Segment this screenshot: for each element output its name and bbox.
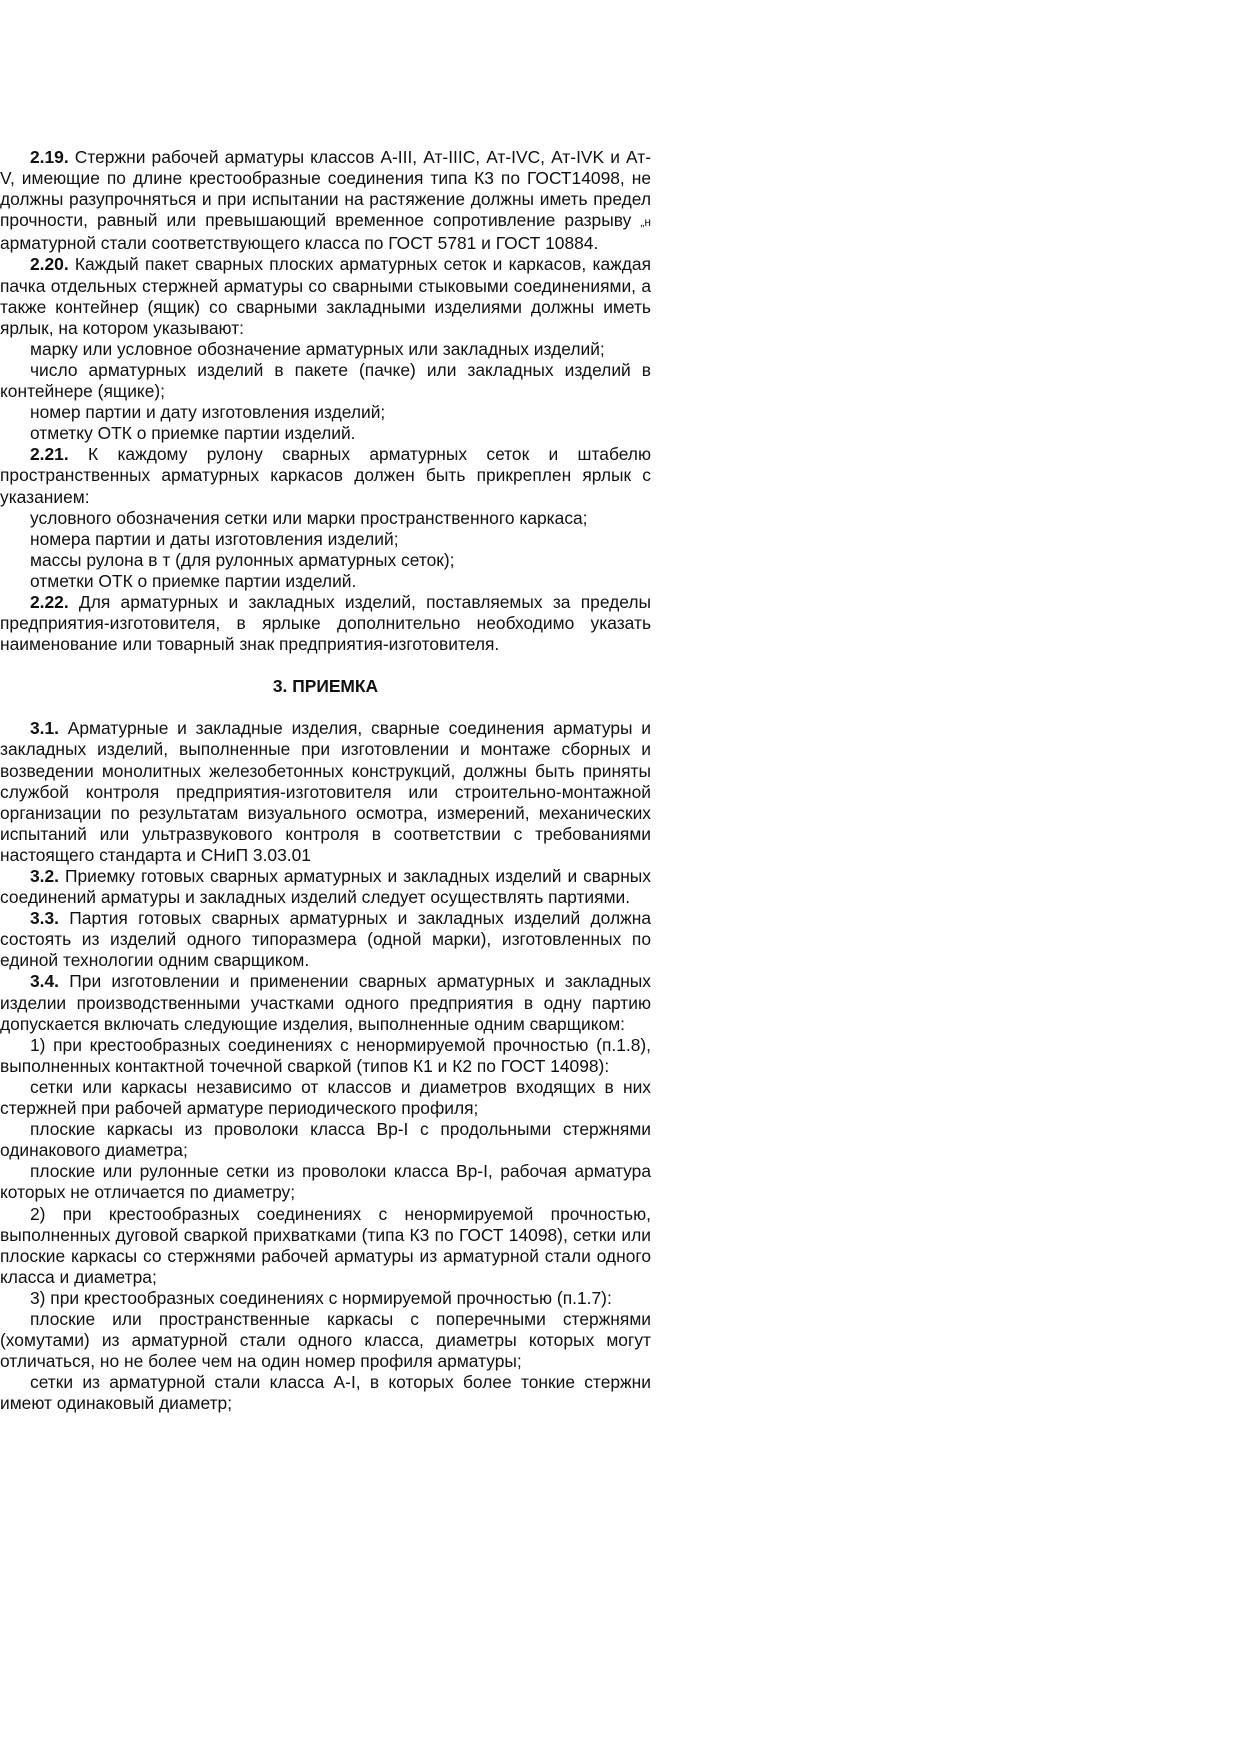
list-item: отметки ОТК о приемке партии изделий. [30, 570, 357, 591]
clause-number: 2.21. [30, 444, 69, 465]
paragraph-3-2 [0, 866, 651, 908]
clause-text: При изготовлении и применении сварных арматурных и закладных изделии производственными участками одного предприятия в одну партию допускается включать следующие изделия, выполненные одним сварщиком: [0, 971, 651, 1034]
list-item: плоские каркасы из проволоки класса Вр-I с продольными стержнями одинакового диаметра; [0, 1119, 651, 1161]
clause-text: К каждому рулону сварных арматурных сеток и штабелю пространственных арматурных каркасов должен быть прикреплен ярлык с указанием: [0, 444, 651, 507]
paragraph-3-4 [0, 971, 651, 1034]
clause-number: 3.2. [30, 866, 60, 886]
strength-symbol: „н [640, 215, 651, 230]
clause-text: Каждый пакет сварных плоских арматурных сеток и каркасов, каждая пачка отдельных стержней арматуры со сварными стыковыми соединениями, а также контейнер (ящик) со сварными закладными изделиями должны иметь ярлык, на котором указывают: [0, 254, 651, 338]
clause-number: 3.3. [30, 908, 60, 929]
spacer [0, 697, 651, 718]
list-item: марку или условное обозначение арматурных или закладных изделий; [30, 338, 605, 359]
list-item: массы рулона в т (для рулонных арматурных сеток); [30, 549, 455, 570]
clause-number: 2.20. [30, 254, 69, 275]
clause-text: Партия готовых сварных арматурных и закладных изделий должна состоять из изделий одного типоразмера (одной марки), изготовленных по единой технологии одним сварщиком. [0, 908, 651, 971]
list-item: условного обозначения сетки или марки пространственного каркаса; [30, 507, 588, 528]
clause-text: Стержни рабочей арматуры классов А-III, Ат-IIIC, Ат-IVC, Ат-IVK и Ат-V, имеющие по длине крестообразные соединения типа К3 по ГОСТ14098, не должны разупрочняться и при испытании на растяжение должны иметь предел прочности, равный или превышающий временное сопротивление разрыву [0, 147, 651, 231]
clause-number: 2.22. [30, 591, 69, 612]
paragraph-2-19 [0, 147, 651, 254]
document-page [0, 147, 651, 1414]
section-heading: 3. ПРИЕМКА [272, 676, 379, 697]
list-item: 1) при крестообразных соединениях с ненормируемой прочностью (п.1.8), выполненных контактной точечной сваркой (типов К1 и К2 по ГОСТ 14098): [0, 1034, 651, 1076]
clause-number: 2.19. [30, 147, 69, 167]
list-item: отметку ОТК о приемке партии изделий. [30, 423, 356, 444]
list-item: плоские или рулонные сетки из проволоки класса Вр-I, рабочая арматура которых не отличается по диаметру; [0, 1161, 651, 1203]
list-item: плоские или пространственные каркасы с поперечными стержнями (хомутами) из арматурной стали одного класса, диаметры которых могут отличаться, но не более чем на один номер профиля арматуры; [0, 1308, 651, 1372]
paragraph-2-22 [0, 592, 651, 655]
paragraph-2-21 [0, 444, 651, 507]
list-item: 3) при крестообразных соединениях с нормируемой прочностью (п.1.7): [30, 1287, 612, 1308]
clause-number: 3.4. [30, 971, 60, 992]
clause-text-cont: арматурной стали соответствующего класса по ГОСТ 5781 и ГОСТ 10884. [0, 233, 599, 254]
list-item: сетки из арматурной стали класса А-I, в которых более тонкие стержни имеют одинаковый диаметр; [0, 1372, 651, 1414]
list-item: число арматурных изделий в пакете (пачке) или закладных изделий в контейнере (ящике); [0, 359, 651, 402]
clause-text: Арматурные и закладные изделия, сварные соединения арматуры и закладных изделий, выполненные при изготовлении и монтаже сборных и возведении монолитных железобетонных конструкций, должны быть приняты службой контроля предприятия-изготовителя или строительно-монтажной организации по результатам визуального осмотра, измерений, механических испытаний или ультразвукового контроля в соответствии с требованиями настоящего стандарта и СНиП 3.03.01 [0, 718, 651, 865]
list-item: 2) при крестообразных соединениях с ненормируемой прочностью, выполненных дуговой сваркой прихватками (типа К3 по ГОСТ 14098), сетки или плоские каркасы со стержнями рабочей арматуры из арматурной стали одного класса и диаметра; [0, 1203, 651, 1287]
clause-text: Для арматурных и закладных изделий, поставляемых за пределы предприятия-изготовителя, в ярлыке дополнительно необходимо указать наименование или товарный знак предприятия-изготовителя. [0, 591, 651, 655]
list-item: номера партии и даты изготовления изделий; [30, 528, 399, 549]
paragraph-2-20 [0, 254, 651, 338]
list-item: номер партии и дату изготовления изделий; [30, 402, 386, 423]
paragraph-3-1 [0, 718, 651, 866]
clause-number: 3.1. [30, 718, 60, 739]
paragraph-3-3 [0, 908, 651, 971]
clause-text: Приемку готовых сварных арматурных и закладных изделий и сварных соединений арматуры и закладных изделий следует осуществлять партиями. [0, 866, 651, 908]
list-item: сетки или каркасы независимо от классов и диаметров входящих в них стержней при рабочей арматуре периодического профиля; [0, 1076, 651, 1119]
spacer [0, 655, 651, 676]
